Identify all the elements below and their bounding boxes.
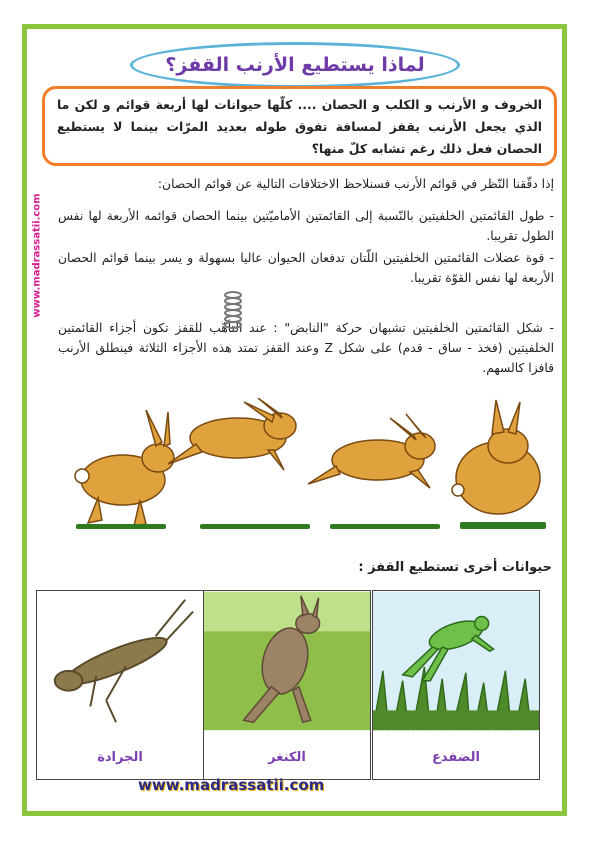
rabbit-crouch-icon (75, 410, 174, 526)
grasshopper-card (36, 590, 204, 780)
title-banner (130, 42, 460, 88)
animal-label-kangaroo: الكنغر (268, 750, 306, 765)
rabbit-sit-icon (452, 400, 540, 514)
footer-url[interactable] (138, 776, 324, 794)
kangaroo-card (203, 590, 371, 780)
frog-icon (373, 591, 539, 731)
side-watermark (30, 180, 44, 330)
page-title: لماذا يستطيع الأرنب القفز؟ (165, 54, 425, 76)
section-title: حيوانات أخرى تستطيع القفز : (358, 560, 552, 575)
spring-icon (222, 290, 244, 330)
rabbit-jump-sequence (68, 398, 558, 538)
paragraph-3: - قوة عضلات القائمتين الخلفيتين اللّتان تدفعان الحيوان عاليا بسهولة و يسر بينما قوائم الحصان الأربعة لها نفس القوّة تقريبا. (58, 251, 554, 285)
animal-label-grasshopper: الجرادة (97, 750, 143, 765)
rabbit-leap-icon (168, 398, 296, 470)
paragraph-2: - طول القائمتين الخلفيتين بالنّسبة إلى القائمتين الأماميّتين بينما الحصان قوائمه الأربعة لها نفس الطول تقريبا. (58, 209, 554, 243)
kangaroo-icon (204, 591, 370, 731)
paragraph-1: إذا دقّقنا النّظر في قوائم الأرنب فسنلاحظ الاختلافات التالية عن قوائم الحصان: (157, 177, 554, 191)
animal-label-frog: الضفدع (432, 750, 480, 765)
frog-card (372, 590, 540, 780)
footer-url-text: www.madrassatii.com (138, 776, 325, 794)
paragraph-4: - شكل القائمتين الخلفيتين تشبهان حركة "النابض" : عند التأهّب للقفز تكون أجزاء القائمتين الخلفيتين (فخذ - ساق - قدم) على شكل Z وعند القفز تمتد هذه الأجزاء الثلاثة فينطلق الأرنب قافزا كالسهم. (58, 321, 554, 375)
side-watermark-text: www.madrassatii.com (31, 192, 43, 318)
intro-box: الخروف و الأرنب و الكلب و الحصان .... كلّها حيوانات لها أربعة قوائم و لكن ما الذي يجعل الأرنب يقفز لمسافة تفوق طوله بعديد المرّات بينما لا يستطيع الحصان فعل ذلك رغم تشابه كلّ منها؟ (42, 86, 557, 166)
grasshopper-icon (37, 591, 203, 731)
rabbit-stretch-icon (308, 414, 435, 488)
